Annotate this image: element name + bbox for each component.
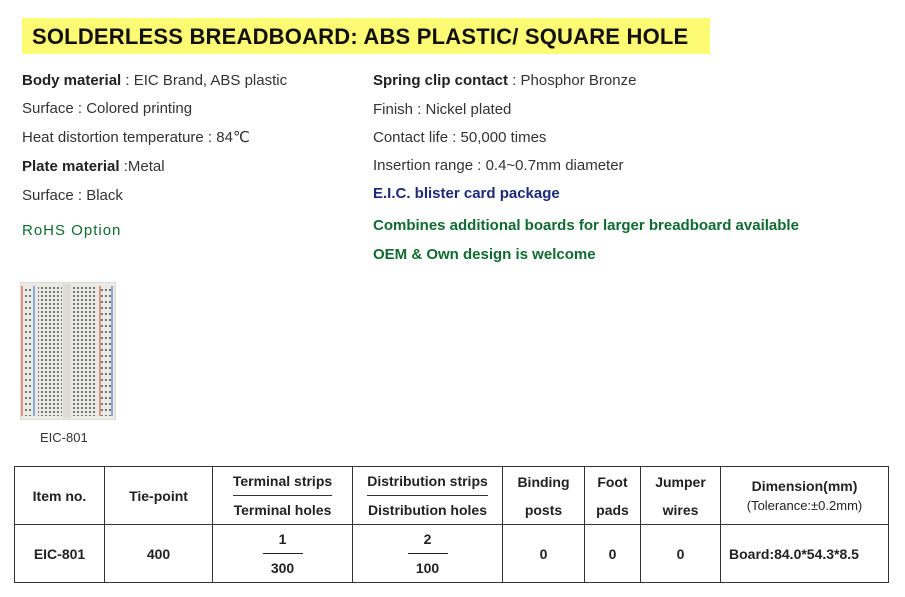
spec-insertion-range: Insertion range : 0.4~0.7mm diameter: [373, 157, 624, 174]
spec-heat-distortion: Heat distortion temperature : 84℃: [22, 129, 250, 146]
cell-item-no: EIC-801: [15, 525, 105, 583]
note-blister-package: E.I.C. blister card package: [373, 185, 560, 202]
cell-dimension: Board:84.0*54.3*8.5: [721, 525, 889, 583]
header-dimension: [721, 467, 889, 525]
header-tie-point: Tie-point: [105, 467, 213, 525]
spec-surface-printing: Surface : Colored printing: [22, 100, 193, 117]
spec-value: : Phosphor Bronze: [508, 72, 637, 89]
header-binding-posts: [503, 467, 585, 525]
cell-binding-posts: 0: [503, 525, 585, 583]
header-dimension-tolerance: (Tolerance:±0.2mm): [746, 497, 863, 513]
spec-label: Spring clip contact: [373, 72, 509, 89]
page-title: SOLDERLESS BREADBOARD: ABS PLASTIC/ SQUARE HOLE: [32, 24, 689, 49]
cell-distribution: [353, 525, 503, 583]
cell-distribution-holes: 100: [415, 560, 440, 576]
spec-surface-black: Surface : Black: [22, 187, 123, 204]
table-header-row: [15, 467, 889, 525]
header-terminal: [213, 467, 353, 525]
spec-finish: Finish : Nickel plated: [373, 101, 512, 118]
spec-value: :Metal: [119, 158, 165, 175]
header-distribution-holes: Distribution holes: [368, 502, 487, 518]
spec-body-material: [22, 72, 287, 89]
cell-foot-pads: 0: [585, 525, 641, 583]
header-foot-top: Foot: [597, 473, 628, 490]
header-jumper-bot: wires: [662, 501, 699, 518]
table-row: [15, 525, 889, 583]
breadboard-product-image: [20, 282, 116, 420]
spec-spring-clip: [373, 72, 636, 89]
cell-tie-point: 400: [105, 525, 213, 583]
spec-label: Plate material: [22, 158, 120, 175]
header-distribution: [353, 467, 503, 525]
header-jumper-top: Jumper: [655, 473, 706, 490]
note-combine-boards: Combines additional boards for larger breadboard available: [373, 217, 799, 234]
product-caption: EIC-801: [40, 430, 88, 445]
cell-distribution-strips: 2: [423, 531, 432, 547]
header-terminal-holes: Terminal holes: [233, 502, 332, 518]
header-foot-bot: pads: [596, 501, 629, 518]
header-dimension-title: Dimension(mm): [751, 477, 858, 494]
header-jumper-wires: [641, 467, 721, 525]
spec-label: Body material: [22, 72, 122, 89]
header-terminal-strips: Terminal strips: [233, 473, 332, 496]
header-binding-top: Binding: [517, 473, 570, 490]
spec-table: [14, 466, 889, 583]
cell-jumper-wires: 0: [641, 525, 721, 583]
header-binding-bot: posts: [524, 501, 563, 518]
rohs-option: RoHS Option: [22, 222, 122, 239]
header-distribution-strips: Distribution strips: [367, 473, 488, 496]
spec-plate-material: [22, 158, 165, 175]
cell-terminal-holes: 300: [270, 560, 295, 576]
spec-value: : EIC Brand, ABS plastic: [121, 72, 288, 89]
cell-terminal-strips: 1: [278, 531, 287, 547]
cell-terminal: [213, 525, 353, 583]
spec-contact-life: Contact life : 50,000 times: [373, 129, 547, 146]
header-foot-pads: [585, 467, 641, 525]
note-oem: OEM & Own design is welcome: [373, 246, 596, 263]
header-item-no: Item no.: [15, 467, 105, 525]
